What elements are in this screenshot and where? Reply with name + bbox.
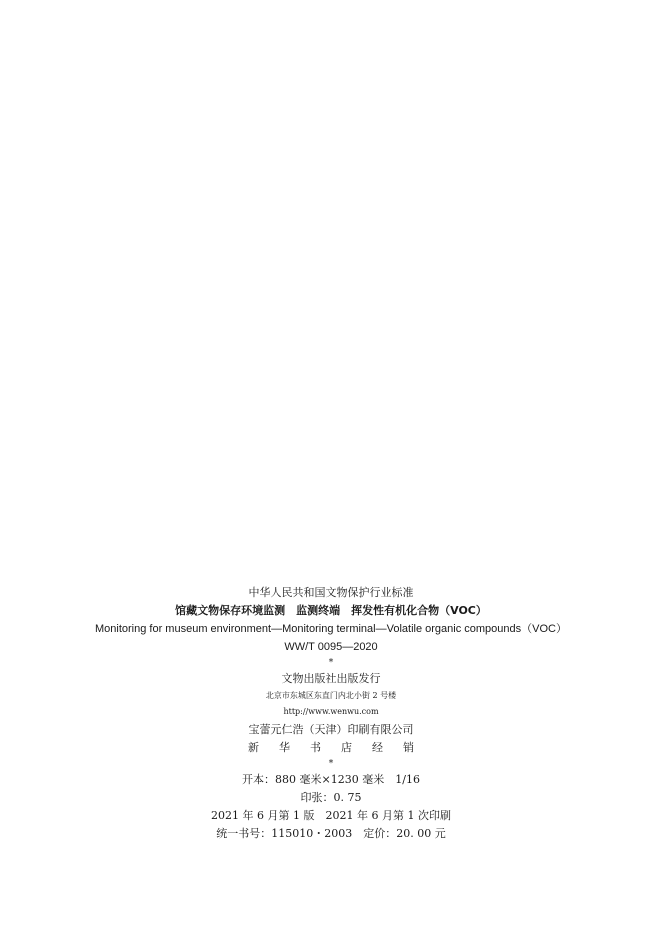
isbn-price-line: 统一书号：115010・2003 定价：20. 00 元: [216, 827, 446, 840]
edition-line: 2021 年 6 月第 1 版 2021 年 6 月第 1 次印刷: [211, 809, 451, 822]
format-line: 开本：880 毫米×1230 毫米 1/16: [242, 773, 420, 786]
distributor-char: 华: [279, 741, 290, 754]
colophon-block: [0, 584, 662, 843]
distributor-char: 经: [372, 741, 383, 754]
distributor-line: [0, 739, 662, 757]
publisher-website: http://www.wenwu.com: [283, 707, 379, 716]
publisher-line: 文物出版社出版发行: [281, 672, 381, 685]
distributor-char: 店: [341, 741, 352, 754]
sheets-line: 印张：0. 75: [300, 791, 362, 804]
distributor-char: 书: [310, 741, 321, 754]
standard-title-chinese: 馆藏文物保存环境监测 监测终端 挥发性有机化合物（VOC）: [175, 604, 487, 617]
distributor-char: 新: [248, 741, 259, 754]
standard-code: WW/T 0095—2020: [284, 641, 378, 653]
standard-series-name: 中华人民共和国文物保护行业标准: [248, 586, 414, 599]
standard-title-english: Monitoring for museum environment—Monitoring terminal—Volatile organic compounds（VOC）: [95, 623, 567, 635]
separator-asterisk-2: *: [328, 759, 334, 769]
publisher-address: 北京市东城区东直门内北小街 2 号楼: [265, 691, 397, 700]
printer-line: 宝蕾元仁浩（天津）印刷有限公司: [248, 723, 414, 736]
separator-asterisk-1: *: [328, 658, 334, 668]
distributor-char: 销: [403, 741, 414, 754]
